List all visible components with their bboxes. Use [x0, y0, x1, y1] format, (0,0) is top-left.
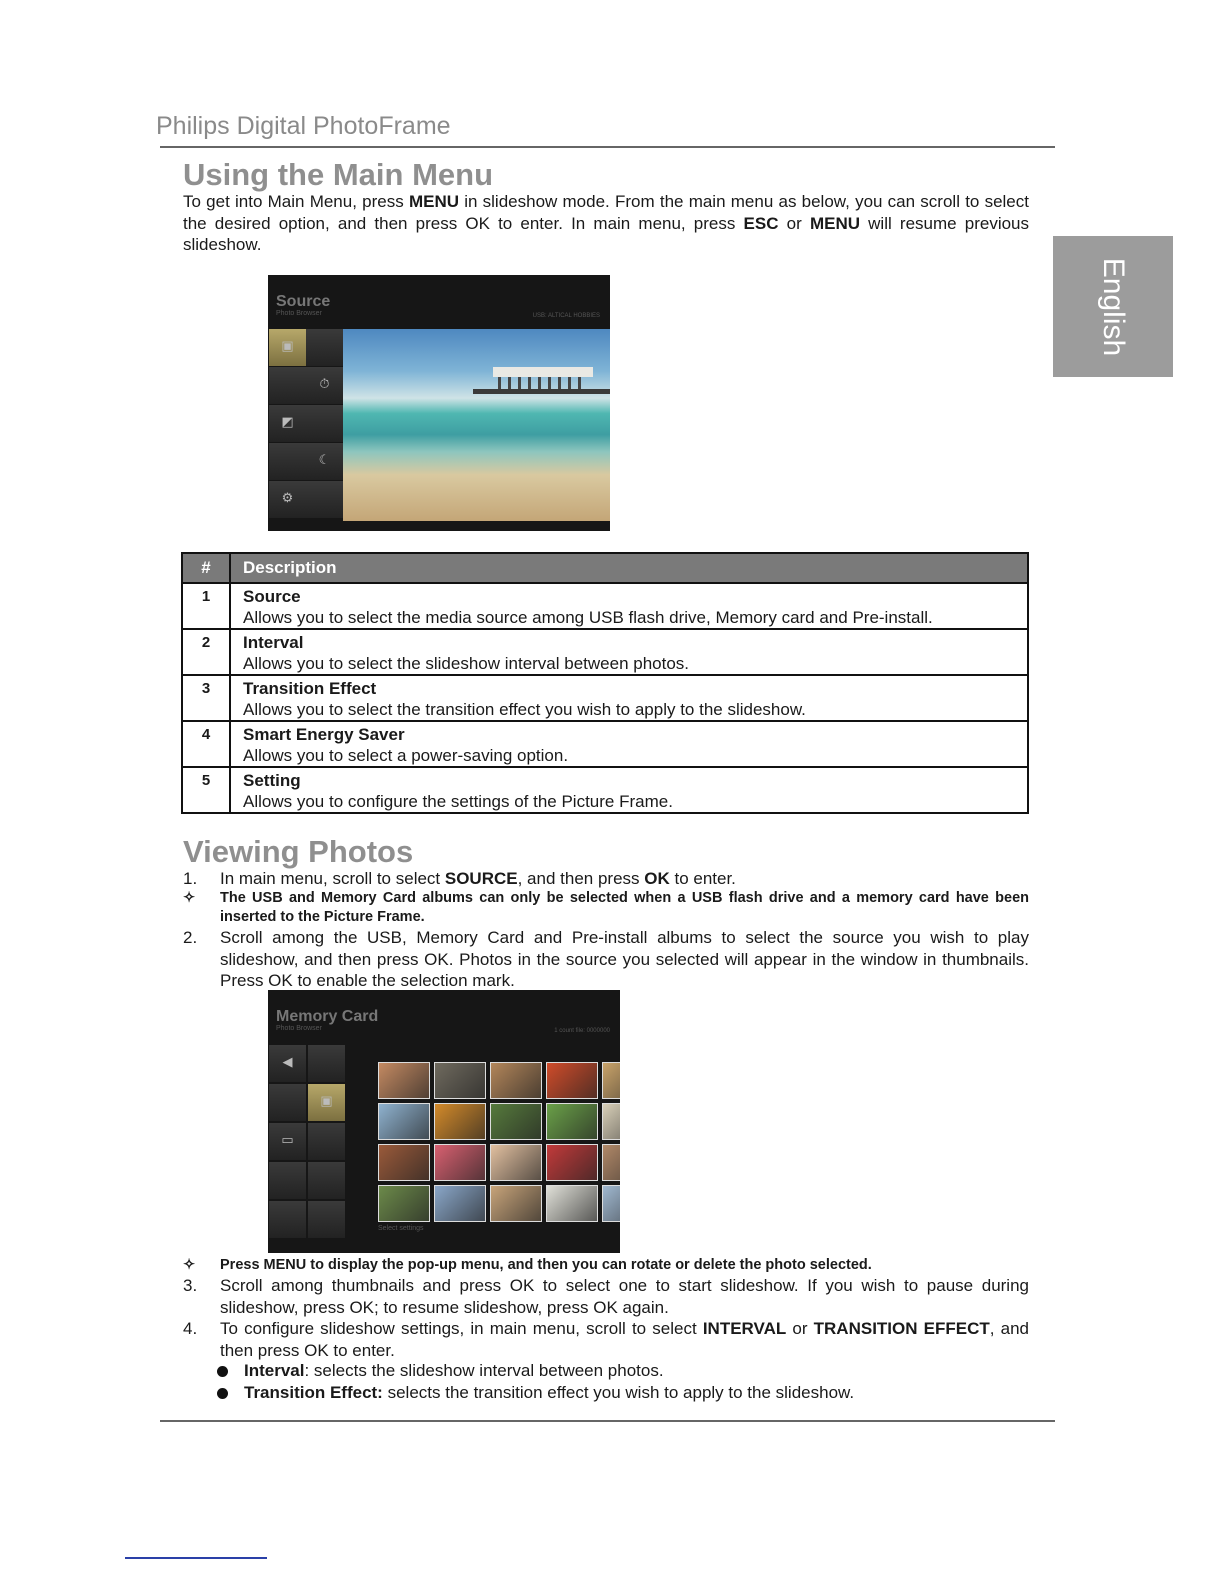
menu-tile — [269, 367, 306, 404]
row-text: Allows you to select the transition effect you wish to apply to the slideshow. — [243, 700, 806, 719]
table-row — [182, 767, 1028, 813]
bullet-body: : selects the slideshow interval between photos. — [304, 1361, 664, 1380]
photo-thumbnail — [490, 1185, 542, 1222]
row-name: Setting — [243, 771, 301, 790]
row-name: Smart Energy Saver — [243, 725, 405, 744]
volume-tile-icon: ◀ — [269, 1045, 306, 1082]
row-text: Allows you to configure the settings of the Picture Frame. — [243, 792, 673, 811]
photo-thumbnail — [546, 1144, 598, 1181]
menu-tile — [308, 1123, 345, 1160]
photo-thumbnail — [546, 1062, 598, 1099]
text-run: or — [778, 213, 810, 233]
photo-thumbnail — [434, 1185, 486, 1222]
text-run: To get into Main Menu, press — [183, 192, 409, 211]
note-diamond-icon: ✧ — [183, 890, 196, 906]
row-text: Allows you to select the slideshow interval between photos. — [243, 654, 690, 673]
table-row — [182, 629, 1028, 675]
text-run: in slideshow mode. From the main menu as below, you can scroll to select the desired option, and then press OK to enter. In main menu, press — [183, 192, 1029, 233]
row-number: 4 — [182, 721, 230, 767]
step-marker: 3. — [183, 1276, 198, 1295]
memory-card-screenshot — [268, 990, 620, 1253]
row-name: Transition Effect — [243, 679, 377, 698]
step-marker: 4. — [183, 1319, 198, 1338]
photo-thumbnail — [434, 1103, 486, 1140]
bullet-transition — [217, 1382, 1017, 1404]
beach-photo — [343, 329, 610, 521]
transition-tile-icon: ◩ — [269, 405, 306, 442]
step-4 — [183, 1318, 1029, 1361]
menu-tile — [306, 481, 343, 518]
setting-tile-icon: ⚙ — [269, 481, 306, 518]
menu-tile — [306, 405, 343, 442]
bullet-label: Interval — [244, 1361, 305, 1380]
screenshot-subtitle: Photo Browser — [276, 310, 322, 317]
row-number: 5 — [182, 767, 230, 813]
pier-posts — [498, 377, 588, 389]
main-menu-screenshot — [268, 275, 610, 531]
section-heading-viewing-photos: Viewing Photos — [183, 834, 414, 869]
screenshot-title: Memory Card — [276, 1008, 379, 1025]
text-run: to enter. — [669, 869, 736, 888]
photo-thumbnail — [434, 1062, 486, 1099]
emphasis-text: ESC — [743, 213, 779, 233]
row-text: Allows you to select a power-saving option. — [243, 746, 569, 765]
table-header-num: # — [182, 553, 230, 583]
text-run: In main menu, scroll to select — [220, 869, 445, 888]
photo-thumbnail — [602, 1103, 620, 1140]
photo-thumbnail — [378, 1062, 430, 1099]
photo-thumbnail — [434, 1144, 486, 1181]
row-description — [230, 721, 1028, 767]
photo-thumbnail — [490, 1144, 542, 1181]
row-description — [230, 629, 1028, 675]
main-menu-table — [181, 552, 1029, 814]
step-1 — [183, 868, 1029, 890]
photo-thumbnail — [546, 1103, 598, 1140]
pier-deck — [473, 389, 610, 394]
note-2 — [183, 1256, 1029, 1275]
step-text: Scroll among the USB, Memory Card and Pre-install albums to select the source you wish to play slideshow, and then press OK. Photos in the source you selected will appear in the window in thumbnails. Press OK to enable the selection mark. — [220, 928, 1029, 990]
note-text: Press MENU to display the pop-up menu, and then you can rotate or delete the photo selected. — [220, 1257, 872, 1273]
menu-tile — [308, 1201, 345, 1238]
emphasis-text: MENU — [408, 192, 459, 211]
photo-thumbnail — [602, 1062, 620, 1099]
emphasis-text: SOURCE — [444, 869, 518, 888]
screenshot-footer: Select settings — [378, 1225, 424, 1232]
row-number: 2 — [182, 629, 230, 675]
table-row — [182, 675, 1028, 721]
emphasis-text: OK — [644, 869, 670, 888]
emphasis-text: MENU — [809, 213, 860, 233]
step-3 — [183, 1275, 1029, 1318]
menu-tile — [306, 329, 343, 366]
source-tile-icon: ▣ — [269, 329, 306, 366]
step-text — [220, 868, 1029, 890]
row-name: Interval — [243, 633, 304, 652]
bullet-interval — [217, 1360, 1017, 1382]
text-run: or — [786, 1319, 814, 1338]
photo-thumbnail — [490, 1103, 542, 1140]
row-text: Allows you to select the media source among USB flash drive, Memory card and Pre-install. — [243, 608, 933, 627]
bullet-text — [244, 1360, 1017, 1382]
main-menu-intro — [183, 191, 1029, 256]
pier-roof — [493, 367, 593, 377]
menu-tile — [269, 443, 306, 480]
selected-tile-icon: ▣ — [308, 1084, 345, 1121]
monitor-tile-icon: ▭ — [269, 1123, 306, 1160]
text-run: To configure slideshow settings, in main menu, scroll to select — [220, 1319, 703, 1338]
note-diamond-icon: ✧ — [183, 1257, 196, 1273]
step-2 — [183, 927, 1029, 992]
step-marker: 2. — [183, 928, 198, 947]
bullet-dot-icon — [217, 1366, 228, 1377]
table-header-row — [182, 553, 1028, 583]
step-text: Scroll among thumbnails and press OK to select one to start slideshow. If you wish to pause during slideshow, press OK; to resume slideshow, press OK again. — [220, 1276, 1029, 1317]
row-number: 1 — [182, 583, 230, 629]
photo-thumbnail — [490, 1062, 542, 1099]
step-marker: 1. — [183, 869, 198, 888]
photo-thumbnail — [602, 1144, 620, 1181]
table-row — [182, 721, 1028, 767]
energy-tile-icon: ☾ — [306, 443, 343, 480]
text-run: , and then press OK to enter. — [220, 1319, 1030, 1360]
document-header-title: Philips Digital PhotoFrame — [156, 112, 451, 140]
text-run: will resume previous slideshow. — [183, 213, 1030, 254]
photo-thumbnail — [602, 1185, 620, 1222]
emphasis-text: INTERVAL — [702, 1319, 787, 1338]
language-side-tab — [1053, 236, 1173, 377]
footer-link-rule — [125, 1557, 267, 1559]
menu-tile — [269, 1084, 306, 1121]
photo-thumbnail — [378, 1144, 430, 1181]
language-side-tab-label: English — [1097, 257, 1130, 356]
thumbnail-grid — [378, 1062, 620, 1222]
photo-thumbnail — [378, 1103, 430, 1140]
screenshot-status: 1 count file: 0000000 — [554, 1028, 610, 1034]
row-description — [230, 675, 1028, 721]
row-description — [230, 767, 1028, 813]
bullet-dot-icon — [217, 1388, 228, 1399]
table-header-description: Description — [230, 553, 1028, 583]
menu-tile — [308, 1045, 345, 1082]
section-heading-main-menu: Using the Main Menu — [183, 157, 493, 192]
menu-tile — [308, 1162, 345, 1199]
row-name: Source — [243, 587, 301, 606]
screenshot-status: USB: ALTICAL HOBBIES — [532, 313, 600, 319]
bullet-label: Transition Effect: — [244, 1383, 383, 1402]
text-run: , and then press — [517, 869, 645, 888]
menu-tile — [269, 1162, 306, 1199]
footer-rule — [160, 1420, 1055, 1422]
screenshot-title: Source — [276, 293, 331, 310]
row-number: 3 — [182, 675, 230, 721]
bullet-text — [244, 1382, 1017, 1404]
note-1 — [183, 889, 1029, 927]
bullet-body: selects the transition effect you wish to apply to the slideshow. — [382, 1383, 855, 1402]
header-rule — [160, 146, 1055, 148]
step-text — [220, 1318, 1029, 1361]
row-description — [230, 583, 1028, 629]
note-text: The USB and Memory Card albums can only be selected when a USB flash drive and a memory card have been inserted to the Picture Frame. — [220, 890, 1029, 925]
photo-thumbnail — [546, 1185, 598, 1222]
menu-tile — [269, 1201, 306, 1238]
table-row — [182, 583, 1028, 629]
interval-tile-icon: ⏱ — [306, 367, 343, 404]
screenshot-subtitle: Photo Browser — [276, 1025, 322, 1032]
emphasis-text: TRANSITION EFFECT — [813, 1319, 990, 1338]
photo-thumbnail — [378, 1185, 430, 1222]
